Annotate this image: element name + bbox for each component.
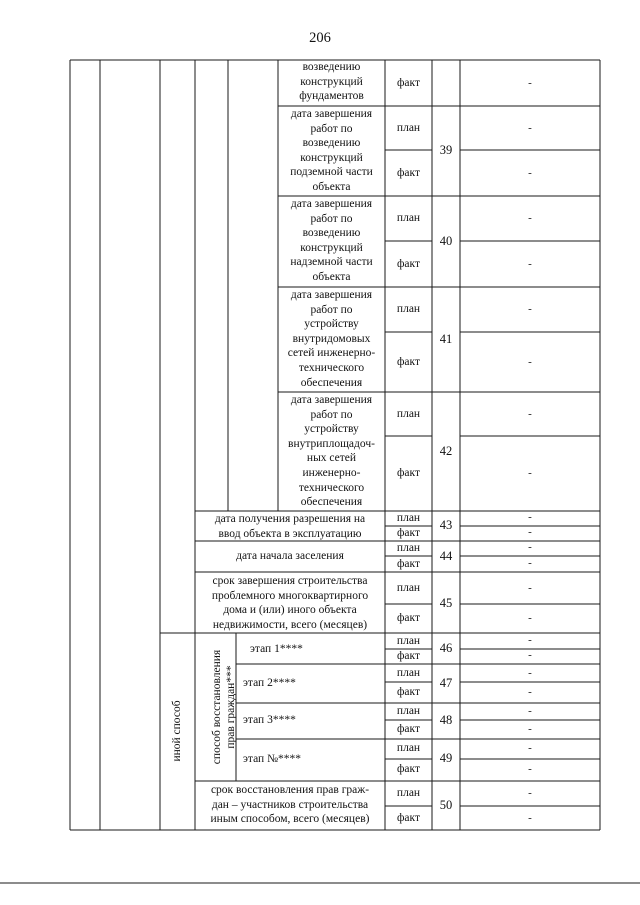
cell-label-stage-2: этап 2**** bbox=[243, 677, 296, 689]
cell-fact: факт bbox=[396, 612, 421, 624]
cell-label-foundations: возведению конструкций фундаментов bbox=[299, 61, 364, 103]
cell-label-settlement-start: дата начала заселения bbox=[236, 550, 344, 562]
cell-label-indoor-networks: дата завершения работ по устройству внутридомовых сетей инженерно- технического обеспечения bbox=[287, 289, 376, 389]
row-number: 45 bbox=[439, 596, 453, 610]
cell-plan: план bbox=[396, 582, 421, 594]
cell-fact: факт bbox=[396, 467, 421, 479]
cell-label-construction-term: срок завершения строительства проблемного многоквартирного дома и (или) иного объекта недвижимости, всего (месяцев) bbox=[211, 575, 369, 631]
row-number: 42 bbox=[439, 444, 453, 458]
cell-label-stage-n: этап №**** bbox=[243, 753, 302, 765]
cell-plan: план bbox=[396, 512, 421, 524]
cell-fact: факт bbox=[396, 77, 421, 89]
cell-label-underground: дата завершения работ по возведению конструкций подземной части объекта bbox=[290, 108, 373, 193]
cell-value: - bbox=[528, 723, 532, 735]
cell-value: - bbox=[528, 303, 532, 315]
cell-fact: факт bbox=[396, 258, 421, 270]
cell-plan: план bbox=[396, 303, 421, 315]
row-number: 50 bbox=[439, 798, 453, 812]
page-number: 206 bbox=[309, 30, 331, 46]
row-number: 40 bbox=[439, 234, 453, 248]
cell-fact: факт bbox=[396, 527, 421, 539]
cell-label-stage-3: этап 3**** bbox=[243, 714, 296, 726]
row-number: 41 bbox=[439, 332, 453, 346]
cell-label-restore-term: срок восстановления прав граж- дан – участников строительства иным способом, всего (месяцев) bbox=[210, 784, 370, 826]
cell-value: - bbox=[528, 408, 532, 420]
cell-value: - bbox=[528, 634, 532, 646]
cell-value: - bbox=[528, 526, 532, 538]
cell-value: - bbox=[528, 212, 532, 224]
label-restore-method: способ восстановления прав граждан*** bbox=[211, 649, 237, 765]
label-other-method: иной способ bbox=[171, 700, 183, 762]
cell-value: - bbox=[528, 812, 532, 824]
cell-plan: план bbox=[396, 408, 421, 420]
row-number: 39 bbox=[439, 143, 453, 157]
cell-fact: факт bbox=[396, 763, 421, 775]
cell-plan: план bbox=[396, 212, 421, 224]
cell-value: - bbox=[528, 541, 532, 553]
cell-value: - bbox=[528, 77, 532, 89]
cell-label-commissioning-permit: дата получения разрешения на ввод объекта в эксплуатацию bbox=[214, 513, 366, 540]
cell-plan: план bbox=[396, 787, 421, 799]
cell-fact: факт bbox=[396, 167, 421, 179]
cell-label-stage-1: этап 1**** bbox=[250, 643, 303, 655]
cell-value: - bbox=[528, 258, 532, 270]
cell-fact: факт bbox=[396, 812, 421, 824]
cell-plan: план bbox=[396, 742, 421, 754]
row-number: 43 bbox=[439, 518, 453, 532]
cell-value: - bbox=[528, 787, 532, 799]
cell-fact: факт bbox=[396, 686, 421, 698]
cell-value: - bbox=[528, 122, 532, 134]
cell-value: - bbox=[528, 763, 532, 775]
cell-value: - bbox=[528, 582, 532, 594]
cell-plan: план bbox=[396, 122, 421, 134]
row-number: 47 bbox=[439, 676, 453, 690]
cell-value: - bbox=[528, 649, 532, 661]
row-number: 49 bbox=[439, 751, 453, 765]
cell-fact: факт bbox=[396, 558, 421, 570]
cell-fact: факт bbox=[396, 650, 421, 662]
row-number: 48 bbox=[439, 713, 453, 727]
cell-value: - bbox=[528, 667, 532, 679]
cell-fact: факт bbox=[396, 723, 421, 735]
cell-value: - bbox=[528, 612, 532, 624]
cell-value: - bbox=[528, 742, 532, 754]
cell-value: - bbox=[528, 557, 532, 569]
cell-label-aboveground: дата завершения работ по возведению конструкций надземной части объекта bbox=[290, 198, 373, 283]
cell-plan: план bbox=[396, 667, 421, 679]
cell-plan: план bbox=[396, 542, 421, 554]
cell-plan: план bbox=[396, 635, 421, 647]
cell-value: - bbox=[528, 467, 532, 479]
cell-value: - bbox=[528, 686, 532, 698]
cell-value: - bbox=[528, 167, 532, 179]
cell-fact: факт bbox=[396, 356, 421, 368]
cell-label-site-networks: дата завершения работ по устройству внутриплощадоч- ных сетей инженерно- технического обеспечения bbox=[288, 394, 375, 509]
row-number: 44 bbox=[439, 549, 453, 563]
cell-plan: план bbox=[396, 705, 421, 717]
row-number: 46 bbox=[439, 641, 453, 655]
cell-value: - bbox=[528, 705, 532, 717]
cell-value: - bbox=[528, 511, 532, 523]
cell-value: - bbox=[528, 356, 532, 368]
